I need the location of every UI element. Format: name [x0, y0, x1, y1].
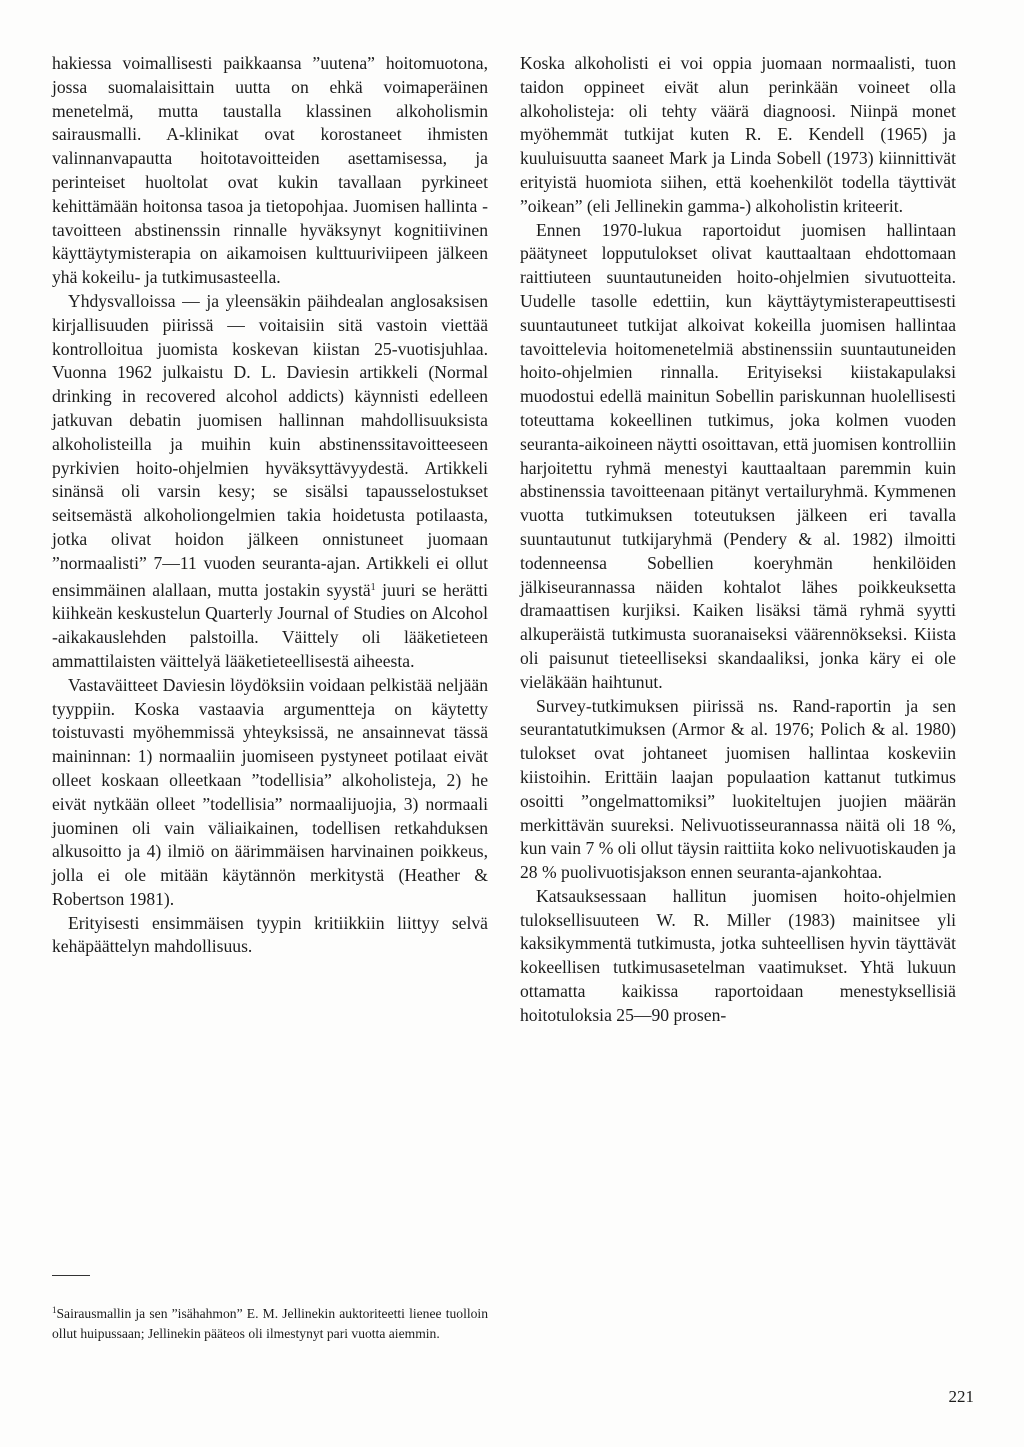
left-column	[52, 52, 488, 959]
right-column	[520, 52, 956, 1028]
footnote	[52, 1300, 488, 1344]
paragraph-text: juuri se herätti kiihkeän keskustelun Quarterly Journal of Studies on Alcohol -aikakauslehden palstoilla. Väittely oli lääketieteen ammattilaisten väittelyä lääketieteellisestä aiheesta.	[52, 579, 488, 671]
footnote-text: Sairausmallin ja sen ”isähahmon” E. M. Jellinekin auktoriteetti lienee tuolloin ollut huipussaan; Jellinekin pääteos oli ilmestynyt pari vuotta aiemmin.	[52, 1306, 488, 1341]
paragraph: Vastaväitteet Daviesin löydöksiin voidaan pelkistää neljään tyyppiin. Koska vastaavia argumentteja on käytetty toistuvasti myöhemmissä yhteyksissä, ne ansainnevat tässä maininnan: 1) normaaliin juomiseen pystyneet potilaat eivät olleet koskaan olleetkaan ”todellisia” alkoholisteja, 2) he eivät nytkään olleet ”todellisia” normaalijuojia, 3) normaali juominen oli vain väliaikainen, todellisen retkahduksen alkusoitto ja 4) ilmiö on äärimmäisen harvinainen poikkeus, jolla ei ole mitään käytännön merkitystä (Heather & Robertson 1981).	[52, 674, 488, 909]
paragraph-text: Yhdysvalloissa — ja yleensäkin päihdealan anglosaksisen kirjallisuuden piirissä — voitaisiin sitä vastoin viettää kontrolloitua juomista koskevan kiistan 25-vuotisjuhlaa. Vuonna 1962 julkaistu D. L. Daviesin artikkeli (Normal drinking in recovered alcohol addicts) käynnisti edelleen jatkuvan debatin juomisen hallinnan mahdollisuuksista alkoholisteilla ja muihin kuin abstinenssitavoitteeseen pyrkivien hoito-ohjelmien hyväksyttävyydestä. Artikkeli sinänsä oli varsin kesy; se sisälsi tapausselostukset seitsemästä alkoholiongelmien takia hoidetusta potilaasta, jotka olivat hoidon jälkeen onnistuneet juomaan ”normaalisti” 7—11 vuoden seuranta-ajan. Artikkeli ei ollut ensimmäinen alallaan, mutta jostakin syystä	[52, 290, 488, 600]
footnote-marker: 1	[52, 1305, 57, 1315]
paragraph: Koska alkoholisti ei voi oppia juomaan normaalisti, tuon taidon oppineet eivät alun perinkään voineet olla alkoholisteja: oli tehty väärä diagnoosi. Niinpä monet myöhemmät tutkijat kuten R. E. Kendell (1965) ja kuuluisuutta saaneet Mark ja Linda Sobell (1973) kiinnittivät erityistä huomiota siihen, että koehenkilöt todella täyttivät ”oikean” (eli Jellinekin gamma-) alkoholistin kriteerit.	[520, 53, 956, 216]
footnote-divider	[52, 1275, 90, 1276]
paragraph: Erityisesti ensimmäisen tyypin kritiikkiin liittyy selvä kehäpäättelyn mahdollisuus.	[52, 912, 488, 957]
paragraph	[52, 290, 488, 674]
footnote-reference[interactable]: 1	[370, 581, 376, 593]
paragraph: Katsauksessaan hallitun juomisen hoito-ohjelmien tuloksellisuuteen W. R. Miller (1983) mainitsee yli kaksikymmentä tutkimusta, jotka suhteellisen hyvin täyttävät kokeellisen tutkimusasetelman vaatimukset. Yhtä lukuun ottamatta kaikissa raportoidaan menestyksellisiä hoitotuloksia 25—90 prosen-	[520, 885, 956, 1025]
paragraph: hakiessa voimallisesti paikkaansa ”uutena” hoitomuotona, jossa suomalaisittain uutta on ehkä voimaperäinen menetelmä, mutta taustalla klassinen alkoholismin sairausmalli. A-klinikat ovat korostaneet ihmisten valinnanvapautta hoitotavoitteiden asettamisessa, ja perinteiset huoltolat ovat kukin tavallaan pyrkineet kehittämään hoitonsa tasoa ja tietopohjaa. Juomisen hallinta -tavoitteen abstinenssin rinnalle hyväksynyt kognitiivinen käyttäytymisterapia on aikamoisen kulttuuriviipeen jälkeen yhä kokeilu- ja tutkimusasteella.	[52, 53, 488, 288]
paragraph: Survey-tutkimuksen piirissä ns. Rand-raportin ja sen seurantatutkimuksen (Armor & al. 1976; Polich & al. 1980) tulokset ovat johtaneet juomisen hallintaa koskeviin kiistoihin. Erittäin laajan populaation kattanut tutkimus osoitti ”ongelmattomiksi” luokiteltujen juojien määrän merkittävän suureksi. Nelivuotisseurannassa näitä oli 18 %, kun vain 7 % oli ollut täysin raittiita koko nelivuotiskauden ja 28 % puolivuotisjakson ennen seuranta-ajankohtaa.	[520, 695, 956, 883]
paragraph: Ennen 1970-lukua raportoidut juomisen hallintaan päätyneet lopputulokset olivat kauttaaltaan ehdottomaan raittiuteen suuntautuneiden hoito-ohjelmien sivutuotteita. Uudelle tasolle edettiin, kun käyttäytymisterapeuttisesti suuntautuneet tutkijat alkoivat kokeilla juomisen hallintaa tavoittelevia hoitomenetelmiä abstinenssiin suuntautuneiden hoito-ohjelmien rinnalla. Erityiseksi kiistakapulaksi muodostui edellä mainitun Sobellin pariskunnan huolellisesti toteuttama kokeellinen tutkimus, joka kolmen vuoden seuranta-aikoineen näytti osoittavan, että juomisen kontrolliin harjoitettu ryhmä menestyi kauttaaltaan paremmin kuin abstinenssia tavoitteenaan pitänyt vertailuryhmä. Kymmenen vuotta tutkimuksen toteutuksen jälkeen eri tavalla suuntautunut tutkijaryhmä (Pendery & al. 1982) ilmoitti todenneensa Sobellien koeryhmän henkilöiden jälkiseurannassa näiden kohtalot lähes poikkeuksetta dramaattisen kurjiksi. Kaiken lisäksi tämä ryhmä syytti alkuperäistä tutkimusta suoranaiseksi väärennökseksi. Kiista oli paisunut tieteelliseksi skandaaliksi, jonka käry ei ole vieläkään haihtunut.	[520, 219, 956, 692]
page-number: 221	[948, 1387, 974, 1406]
